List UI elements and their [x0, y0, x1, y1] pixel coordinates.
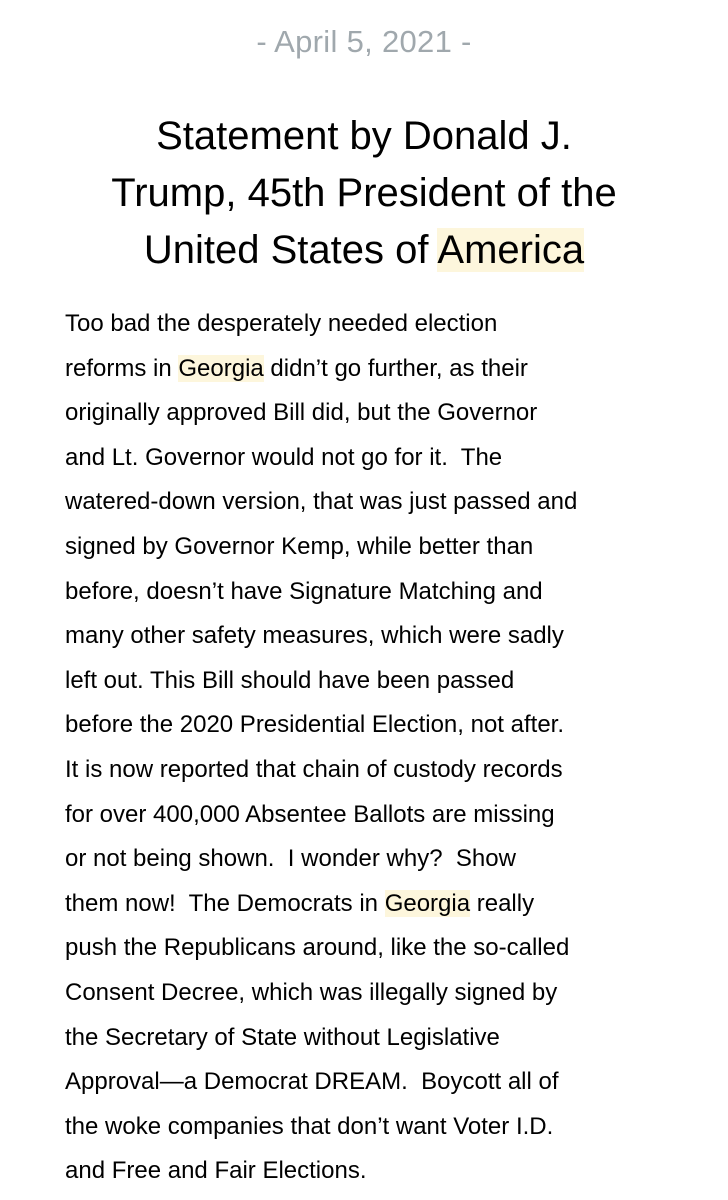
body-line [65, 971, 685, 1016]
body-line [65, 302, 685, 347]
body-text: Too bad the desperately needed election [65, 310, 498, 337]
body-line [65, 614, 685, 659]
body-line [65, 659, 685, 704]
body-line [65, 1105, 685, 1150]
body-text: or not being shown. I wonder why? Show [65, 845, 516, 873]
body-text: the Secretary of State without Legislative [65, 1023, 500, 1051]
body-line [65, 347, 685, 392]
body-text: really [470, 889, 535, 917]
body-text: left out. This Bill should have been passed [65, 666, 515, 694]
statement-body [65, 302, 685, 1194]
body-line [65, 1149, 685, 1194]
body-text: Approval—a Democrat DREAM. Boycott all of [65, 1068, 559, 1096]
body-line [65, 1060, 685, 1105]
body-text: watered-down version, that was just passed and [65, 488, 578, 516]
body-line [65, 391, 685, 436]
body-line [65, 748, 685, 793]
body-text: didn’t go further, as their [263, 354, 528, 382]
body-text: the woke companies that don’t want Voter I.D. [65, 1112, 554, 1140]
body-text: for over 400,000 Absentee Ballots are missing [65, 800, 555, 828]
body-text: reforms in [65, 354, 179, 382]
body-text: originally approved Bill did, but the Governor [65, 399, 538, 427]
highlighted-word[interactable]: Georgia [384, 889, 471, 917]
body-text: before, doesn’t have Signature Matching and [65, 577, 543, 605]
body-text: push the Republicans around, like the so-called [65, 934, 570, 962]
title-line [40, 222, 688, 279]
highlighted-word[interactable]: America [437, 228, 585, 272]
body-text: It is now reported that chain of custody records [65, 755, 563, 783]
body-text: and Free and Fair Elections. [65, 1157, 367, 1185]
body-line [65, 525, 685, 570]
body-line [65, 793, 685, 838]
statement-title [40, 108, 688, 279]
body-text: signed by Governor Kemp, while better than [65, 532, 534, 560]
body-text: them now! The Democrats in [65, 889, 385, 917]
body-text: Consent Decree, which was illegally signed by [65, 978, 558, 1006]
statement-date: - April 5, 2021 - [256, 24, 472, 59]
body-line [65, 703, 685, 748]
body-line [65, 882, 685, 927]
body-line [65, 436, 685, 481]
body-line [65, 480, 685, 525]
body-line [65, 837, 685, 882]
title-text: United States of [143, 228, 438, 272]
title-line: Statement by Donald J. [156, 114, 572, 158]
body-line [65, 926, 685, 971]
title-line: Trump, 45th President of the [111, 171, 617, 215]
body-text: many other safety measures, which were sadly [65, 622, 564, 650]
body-text: and Lt. Governor would not go for it. The [65, 443, 503, 471]
body-line [65, 570, 685, 615]
highlighted-word[interactable]: Georgia [178, 354, 264, 382]
body-text: before the 2020 Presidential Election, not after. [65, 711, 564, 739]
body-line [65, 1016, 685, 1061]
